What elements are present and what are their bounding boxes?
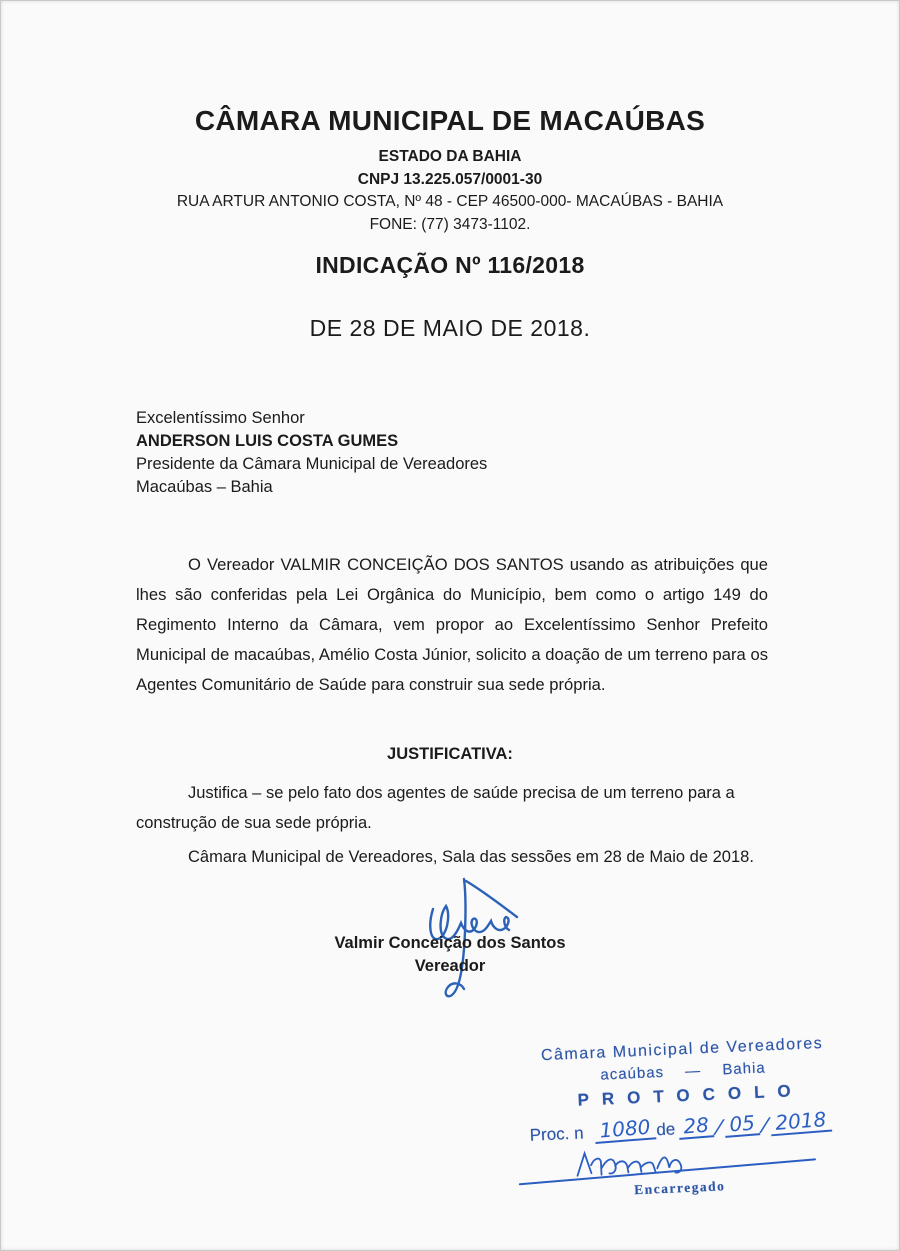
stamp-org-line: Câmara Municipal de Vereadores [540, 1034, 824, 1065]
stamp-de-label: de [655, 1119, 676, 1140]
stamp-proc-label: Proc. n [529, 1123, 584, 1145]
stamp-date-month-handwritten: 05 [724, 1112, 761, 1138]
letterhead [1, 105, 899, 236]
protocol-stamp [510, 1028, 861, 1204]
address-line: RUA ARTUR ANTONIO COSTA, Nº 48 - CEP 46500-000- MACAÚBAS - BAHIA [176, 193, 724, 210]
stamp-proc-number-handwritten: 1080 [594, 1116, 657, 1144]
signer-name: Valmir Conceição dos Santos [334, 934, 566, 952]
stamp-date-slash: / [760, 1112, 770, 1137]
addressee-role: Presidente da Câmara Municipal de Vereadores [136, 455, 488, 473]
state-line: ESTADO DA BAHIA [378, 148, 522, 165]
stamp-date-slash: / [714, 1114, 724, 1139]
organization-name: CÂMARA MUNICIPAL DE MACAÚBAS [194, 105, 706, 136]
addressee-block [136, 407, 487, 499]
addressee-name: ANDERSON LUIS COSTA GUMES [136, 432, 399, 450]
justification-paragraph: Justifica – se pelo fato dos agentes de saúde precisa de um terreno para a construção de sua sede própria. [136, 784, 735, 832]
closing-line: Câmara Municipal de Vereadores, Sala das sessões em 28 de Maio de 2018. [188, 848, 754, 866]
phone-line: FONE: (77) 3473-1102. [369, 215, 531, 233]
stamp-city-line: acaúbas — Bahia [600, 1059, 767, 1084]
body-paragraph: O Vereador VALMIR CONCEIÇÃO DOS SANTOS usando as atribuições que lhes são conferidas pela Lei Orgânica do Município, bem como o artigo 149 do Regimento Interno da Câmara, vem propor ao Excelentíssimo Senhor Prefeito Municipal de macaúbas, Amélio Costa Júnior, solicito a doação de um terreno para os Agentes Comunitário de Saúde para construir sua sede própria. [136, 555, 768, 694]
addressee-city: Macaúbas – Bahia [136, 478, 273, 496]
stamp-date-year-handwritten: 2018 [770, 1109, 833, 1137]
cnpj-line: CNPJ 13.225.057/0001-30 [357, 170, 543, 188]
stamp-date-day-handwritten: 28 [677, 1114, 714, 1140]
stamp-encarregado-label: Encarregado [633, 1178, 726, 1198]
addressee-salutation: Excelentíssimo Senhor [136, 409, 305, 427]
stamp-protocol-label: PROTOCOLO [577, 1080, 805, 1110]
document-title: INDICAÇÃO Nº 116/2018 [315, 252, 585, 278]
justification-heading: JUSTIFICATIVA: [387, 745, 513, 763]
signer-role: Vereador [414, 957, 486, 975]
document-date-line: DE 28 DE MAIO DE 2018. [309, 315, 591, 341]
